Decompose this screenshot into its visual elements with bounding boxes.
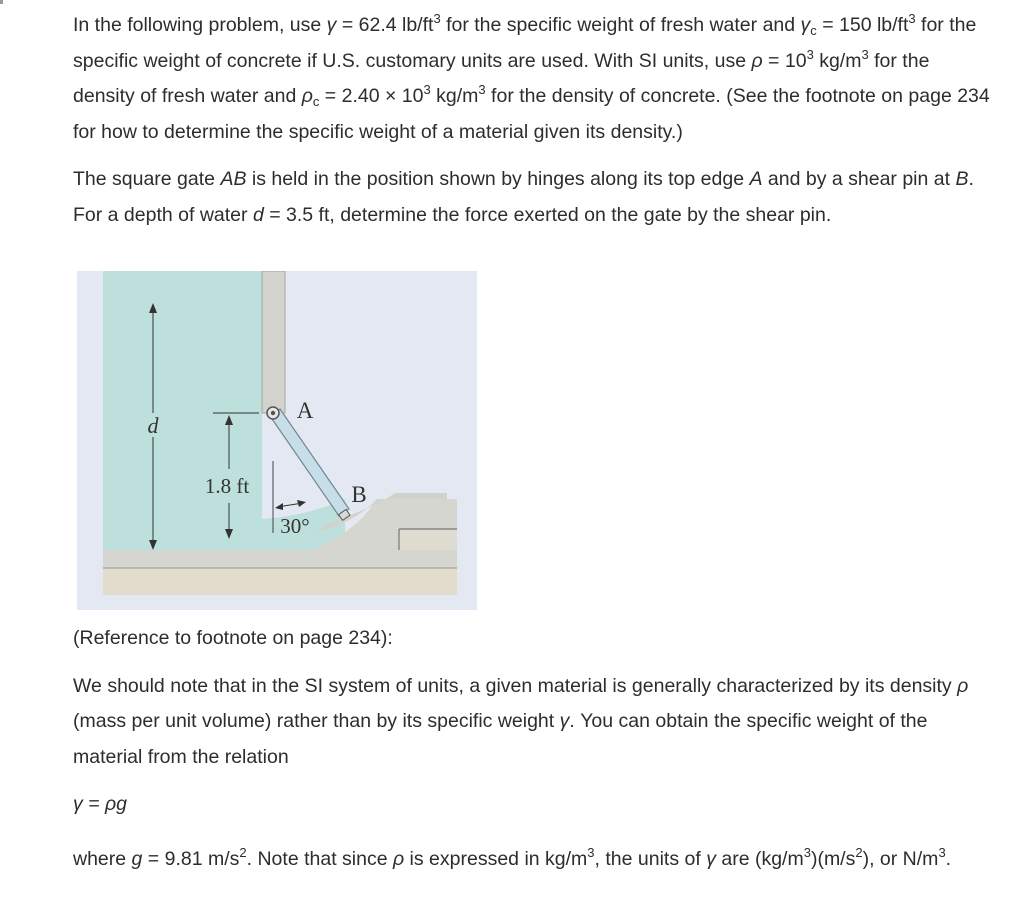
angle-arrow-right [297, 500, 306, 507]
specific-weight-formula: γ = ρg [73, 793, 127, 815]
base-slab [103, 550, 457, 568]
hinge-a-center [271, 411, 275, 415]
label-b: B [351, 482, 367, 507]
angle-arrow-left [275, 503, 283, 510]
label-height: 1.8 ft [204, 474, 250, 498]
footnote-section [73, 621, 993, 878]
vertical-wall [262, 271, 285, 413]
problem-text [73, 8, 993, 233]
ground [103, 568, 457, 595]
label-a: A [296, 398, 314, 423]
label-angle: 30° [280, 514, 310, 538]
label-d: d [147, 413, 159, 438]
page-edge-marker [0, 0, 3, 4]
gate-diagram-svg [77, 271, 477, 610]
footnote-where-paragraph: where g = 9.81 $m/s^2$. Note that since ρ is expressed in $kg/m^3$, the units of γ are $(kg/m^3)(m/s^2)$, or $N/m^3$. [73, 845, 952, 870]
problem-paragraph-1: In the following problem, use γ = 62.4 $lb/ft^3$ for the specific weight of fresh water and $\gamma_c = 150$ $lb/ft^3$ for the specific weight of concrete if U.S. customary units are used. With SI units, use $\rho = 10^3$ $kg/m^3$ for the density of fresh water and $\rho_c = 2.40 \times 10^3$ $kg/m^3$ for the density of concrete. (See the footnote on page 234 for how to determine the specific weight of a material given its density.) [73, 11, 990, 143]
footnote-paragraph: We should note that in the SI system of units, a given material is generally characterized by its density ρ (mass per unit volume) rather than by its specific weight γ. You can obtain the specific weight of the material from the relation [73, 674, 969, 768]
problem-paragraph-2: The square gate AB is held in the position shown by hinges along its top edge A and by a shear pin at B. For a depth of water d = 3.5 ft, determine the force exerted on the gate by the shear pin. [73, 168, 974, 226]
gate-diagram [77, 271, 477, 610]
concrete-step [399, 529, 457, 550]
gate-ab [270, 409, 349, 516]
footnote-heading: (Reference to footnote on page 234): [73, 627, 393, 649]
